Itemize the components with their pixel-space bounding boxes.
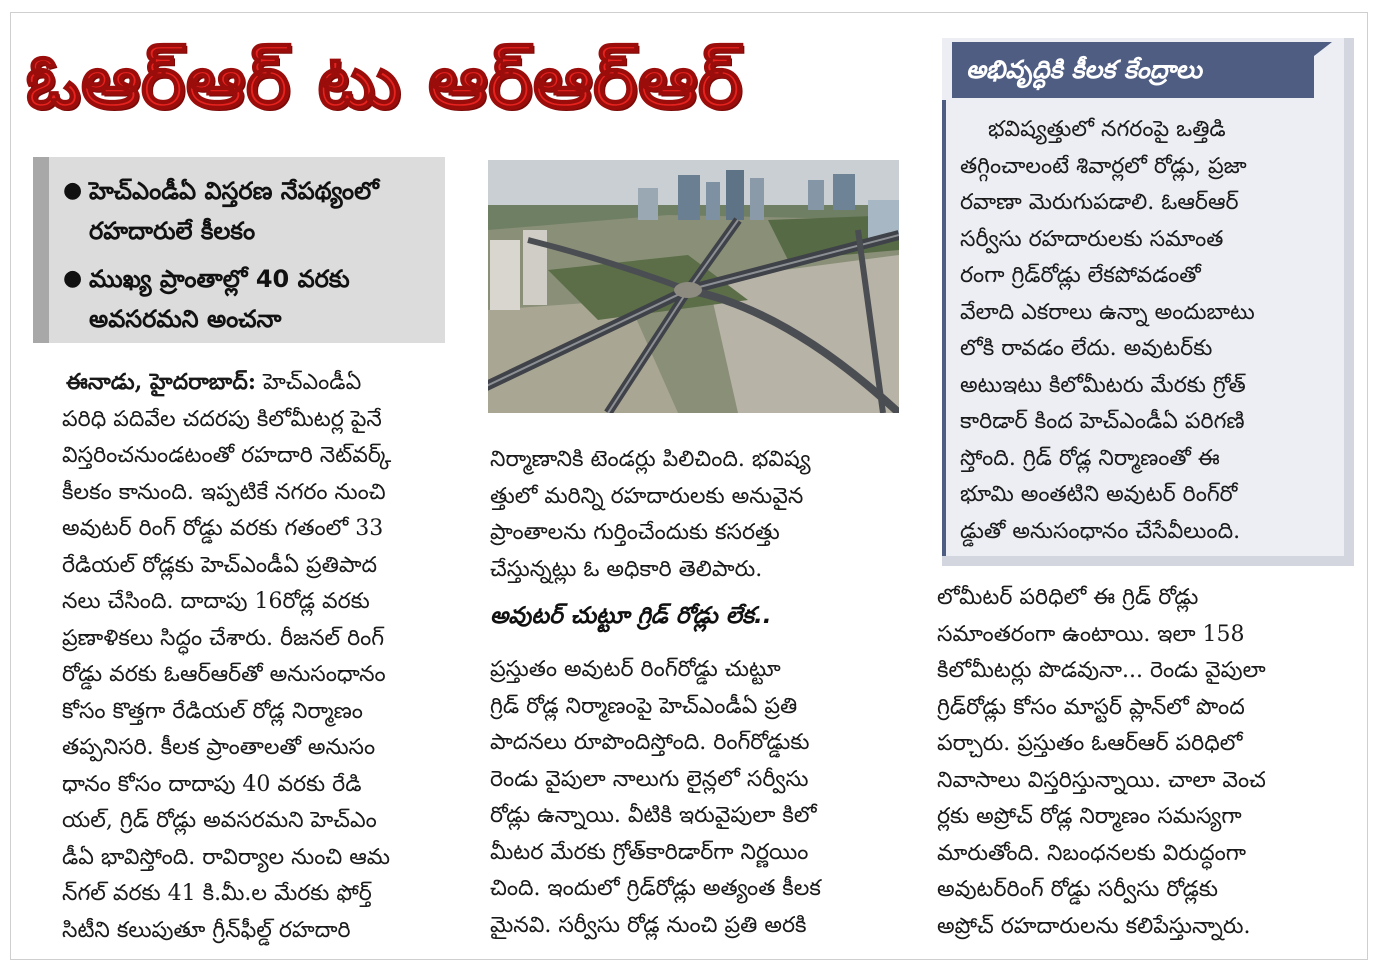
article-line: లోమీటర్ పరిధిలో ఈ గ్రిడ్ రోడ్లు [937, 585, 1199, 610]
article-line: హెచ్ఎండీఏ [263, 370, 362, 395]
sidebar-line: భవిష్యత్తులో నగరంపై ఒత్తిడి [988, 117, 1226, 142]
article-line [62, 364, 442, 402]
article-line: సిటీని కలుపుతూ గ్రీన్‌ఫీల్డ్ రహదారి [62, 917, 351, 943]
article-line: పరిధి పదివేల చదరపు కిలోమీటర్ల పైనే [62, 406, 382, 432]
highlights-box [33, 157, 445, 343]
article-line: అవుటర్ రింగ్ రోడ్డు వరకు గతంలో 33 [62, 516, 384, 541]
article-line: న్‌గల్ వరకు 41 కి.మీ.ల మేరకు ఫోర్త్ [62, 881, 372, 906]
article-line: చింది. ఇందులో గ్రిడ్‌రోడ్లు అత్యంత కీలక [490, 876, 821, 901]
article-line: నివాసాలు విస్తరిస్తున్నాయి. చాలా వెంచ [937, 767, 1266, 793]
dateline: ఈనాడు, హైదరాబాద్: [66, 369, 257, 395]
highlight-item [63, 259, 435, 339]
article-line: గ్రిడ్ రోడ్ల నిర్మాణంపై హెచ్ఎండీఏ ప్రతి [490, 693, 798, 719]
bullet-icon: ● [63, 266, 83, 291]
sidebar-line: రంగా గ్రిడ్‌రోడ్లు లేకపోవడంతో [960, 263, 1201, 288]
sidebar-line: అటుఇటు కిలోమీటరు మేరకు గ్రోత్ [960, 372, 1246, 398]
article-line: కిలోమీటర్లు పొడవునా... రెండు వైపులా [937, 658, 1266, 683]
article-line: రోడ్డు వరకు ఓఆర్ఆర్‌తో అనుసంధానం [62, 662, 386, 687]
highlight-line: ముఖ్య ప్రాంతాల్లో 40 వరకు [89, 265, 350, 293]
article-line: త్తులో మరిన్ని రహదారులకు అనువైన [490, 483, 804, 509]
article-line: యల్, గ్రిడ్ రోడ్లు అవసరమని హెచ్ఎం [62, 808, 377, 833]
sidebar-line: తగ్గించాలంటే శివార్లలో రోడ్లు, ప్రజా [960, 153, 1247, 179]
highlight-line: రహదారులే కీలకం [89, 217, 256, 245]
article-line: డీఏ భావిస్తోంది. రావిర్యాల నుంచి ఆమ [62, 844, 391, 870]
article-middle-top [490, 442, 895, 588]
article-line: కీలకం కానుంది. ఇప్పటికే నగరం నుంచి [62, 479, 386, 505]
sidebar-line: డ్డుతో అనుసంధానం చేసేవీలుంది. [960, 518, 1241, 544]
article-line: ప్రణాళికలు సిద్ధం చేశారు. రీజనల్ రింగ్ [62, 625, 385, 651]
sidebar-title: అభివృద్ధికి కీలక కేంద్రాలు [952, 42, 1314, 98]
article-line: నలు చేసింది. దాదాపు 16రోడ్ల వరకు [62, 589, 370, 614]
article-line: సమాంతరంగా ఉంటాయి. ఇలా 158 [937, 621, 1245, 647]
article-line: రెండు వైపులా నాలుగు లైన్లలో సర్వీసు [490, 766, 809, 792]
headline: ఓఆర్ఆర్ టు ఆర్ఆర్ఆర్ [26, 39, 744, 125]
article-line: అప్రోచ్ రహదారులను కలిపేస్తున్నారు. [937, 913, 1251, 939]
article-line: మారుతోంది. నిబంధనలకు విరుద్ధంగా [937, 840, 1247, 866]
sidebar-line: రవాణా మెరుగుపడాలి. ఓఆర్ఆర్ [960, 190, 1239, 215]
article-line: మీటర మేరకు గ్రోత్‌కారిడార్‌గా నిర్ణయిం [490, 839, 809, 865]
article-middle-bottom [490, 652, 895, 944]
article-left-column [62, 364, 442, 949]
highlight-item [63, 171, 435, 251]
highlight-line: హెచ్ఎండీఏ విస్తరణ నేపథ్యంలో [89, 177, 379, 205]
article-line: రేడియల్ రోడ్లకు హెచ్ఎండీఏ ప్రతిపాద [62, 552, 378, 578]
article-right-bottom [937, 580, 1339, 945]
aerial-photo-illustration [488, 160, 899, 413]
sidebar-line: భూమి అంతటిని అవుటర్ రింగ్‌రో [960, 482, 1238, 507]
article-line: ప్రస్తుతం అవుటర్ రింగ్‌రోడ్డు చుట్టూ [490, 657, 781, 682]
article-line: అవుటర్‌రింగ్ రోడ్డు సర్వీసు రోడ్లకు [937, 877, 1218, 902]
article-line: పాదనలు రూపొందిస్తోంది. రింగ్‌రోడ్డుకు [490, 730, 810, 755]
article-line: నిర్మాణానికి టెండర్లు పిలిచింది. భవిష్య [490, 447, 811, 472]
sidebar-line: వేలాది ఎకరాలు ఉన్నా అందుబాటు [960, 299, 1255, 325]
article-line: తప్పనిసరి. కీలక ప్రాంతాలతో అనుసం [62, 735, 376, 760]
sidebar-divider [942, 100, 946, 556]
article-line: కోసం కొత్తగా రేడియల్ రోడ్ల నిర్మాణం [62, 698, 363, 724]
article-line: రోడ్లు ఉన్నాయి. వీటికి ఇరువైపులా కిలో [490, 803, 817, 828]
article-line: గ్రిడ్‌రోడ్లు కోసం మాస్టర్ ప్లాన్‌లో పొంద [937, 694, 1245, 720]
sidebar-tab-fold [1314, 42, 1332, 56]
article-line: ధానం కోసం దాదాపు 40 వరకు రేడి [62, 771, 362, 797]
article-line: మైనవి. సర్వీసు రోడ్ల నుంచి ప్రతి అరకి [490, 912, 807, 938]
bullet-icon: ● [63, 178, 83, 203]
sidebar-line: కారిడార్ కింద హెచ్ఎండీఏ పరిగణి [960, 409, 1245, 434]
article-line: విస్తరించనుండటంతో రహదారి నెట్‌వర్క్ [62, 443, 392, 468]
article-line: చేస్తున్నట్లు ఓ అధికారి తెలిపారు. [490, 556, 763, 582]
aerial-road-photo [488, 160, 899, 413]
sidebar-text [960, 112, 1330, 550]
highlight-line: అవసరమని అంచనా [89, 305, 282, 333]
subheading: అవుటర్ చుట్టూ గ్రిడ్ రోడ్లు లేక.. [490, 603, 772, 629]
article-line: ర్లకు అప్రోచ్ రోడ్ల నిర్మాణం సమస్యగా [937, 804, 1242, 829]
sidebar-line: స్తోంది. గ్రిడ్ రోడ్ల నిర్మాణంతో ఈ [960, 445, 1220, 471]
sidebar-line: లోకి రావడం లేదు. అవుటర్‌కు [960, 336, 1213, 361]
article-line: పర్చారు. ప్రస్తుతం ఓఆర్ఆర్ పరిధిలో [937, 731, 1243, 756]
sidebar-line: సర్వీసు రహదారులకు సమాంత [960, 226, 1224, 252]
article-line: ప్రాంతాలను గుర్తించేందుకు కసరత్తు [490, 520, 780, 545]
